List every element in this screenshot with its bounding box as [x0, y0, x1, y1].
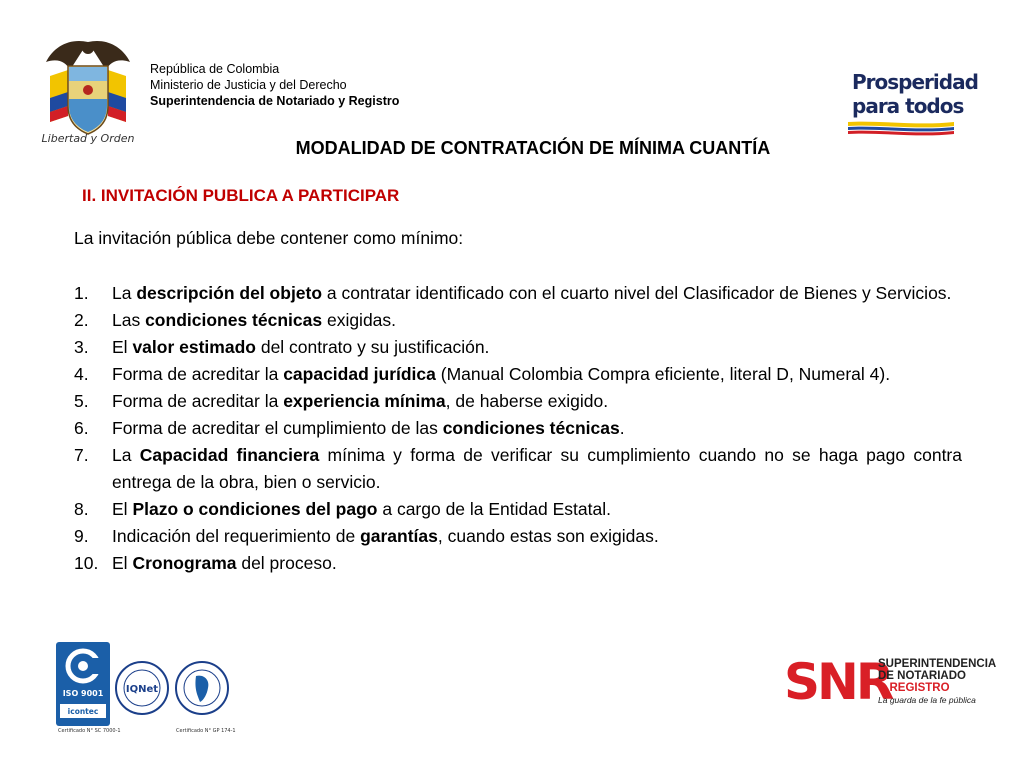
list-item-text: Las: [112, 310, 146, 330]
list-item-text: El: [112, 553, 133, 573]
list-item-number: 6.: [74, 418, 89, 438]
list-item: [74, 361, 962, 388]
list-item-text: a contratar identificado con el cuarto nivel del Clasificador de Bienes y Servicios.: [322, 283, 952, 303]
coat-motto: Libertad y Orden: [41, 132, 135, 145]
list-item-number: 10.: [74, 553, 99, 573]
list-item-emphasis: garantías: [360, 526, 438, 546]
list-item-emphasis: Plazo o condiciones del pago: [132, 499, 378, 519]
icontec-label: icontec: [67, 707, 99, 716]
requirements-list: [74, 280, 962, 577]
list-item-number: 7.: [74, 445, 89, 465]
cert-note-1: Certificado N° SC 7000-1: [58, 728, 121, 734]
list-item-number: 2.: [74, 310, 89, 330]
iqnet-logo-icon: [114, 660, 170, 716]
list-item: [74, 307, 962, 334]
institution-header: [150, 61, 399, 109]
list-item-text: mínima y forma de verificar su cumplimiento cuando no se haga pago contra entrega de la obra, bien o servicio.: [112, 445, 962, 492]
list-item-text: El: [112, 499, 133, 519]
list-item-text: (Manual Colombia Compra eficiente, literal D, Numeral 4).: [435, 364, 891, 384]
list-item-text: .: [619, 418, 625, 438]
list-item-number: 4.: [74, 364, 89, 384]
list-item-text: a cargo de la Entidad Estatal.: [377, 499, 611, 519]
iqnet-label: IQNet: [125, 684, 159, 695]
intro-text: La invitación pública debe contener como mínimo:: [74, 228, 464, 248]
prosperidad-line-1: Prosperidad: [852, 70, 978, 94]
list-item-text: Indicación del requerimiento de: [112, 526, 361, 546]
list-item-number: 9.: [74, 526, 89, 546]
superintendencia-line: Superintendencia de Notariado y Registro: [150, 94, 400, 108]
page-title: MODALIDAD DE CONTRATACIÓN DE MÍNIMA CUANTÍA: [295, 138, 771, 158]
gp-certification-logo-icon: [174, 660, 230, 716]
iso-label: ISO 9001: [62, 689, 104, 698]
list-item-emphasis: descripción del objeto: [136, 283, 323, 303]
prosperidad-logo: [848, 68, 978, 138]
prosperidad-line-2: para todos: [852, 94, 964, 118]
snr-tagline: La guarda de la fe pública: [878, 695, 976, 705]
list-item-emphasis: experiencia mínima: [283, 391, 446, 411]
list-item: [74, 415, 962, 442]
flag-stripes-icon: [848, 120, 954, 136]
list-item-text: del proceso.: [236, 553, 337, 573]
list-item-text: exigidas.: [322, 310, 397, 330]
republic-line: República de Colombia: [150, 62, 280, 76]
list-item-text: Forma de acreditar la: [112, 391, 284, 411]
list-item: [74, 496, 962, 523]
icontec-iso-logo-icon: [56, 642, 110, 726]
snr-line-1: SUPERINTENDENCIA: [878, 658, 997, 670]
list-item: [74, 334, 962, 361]
list-item: [74, 442, 962, 496]
section-subtitle: II. INVITACIÓN PUBLICA A PARTICIPAR: [82, 186, 400, 205]
list-item-number: 1.: [74, 283, 89, 303]
list-item-emphasis: condiciones técnicas: [442, 418, 620, 438]
list-item-emphasis: Capacidad financiera: [139, 445, 320, 465]
snr-logo: [784, 653, 997, 714]
list-item-emphasis: valor estimado: [132, 337, 256, 357]
list-item: [74, 280, 962, 307]
cert-note-2: Certificado N° GP 174-1: [176, 728, 236, 734]
list-item-emphasis: condiciones técnicas: [145, 310, 323, 330]
list-item-number: 3.: [74, 337, 89, 357]
list-item-text: Forma de acreditar el cumplimiento de las: [112, 418, 443, 438]
list-item: [74, 550, 962, 577]
list-item: [74, 388, 962, 415]
list-item-emphasis: Cronograma: [132, 553, 237, 573]
list-item-text: Forma de acreditar la: [112, 364, 284, 384]
snr-line-3: & REGISTRO: [878, 682, 950, 694]
list-item-text: , cuando estas son exigidas.: [437, 526, 659, 546]
list-item-text: La: [112, 283, 137, 303]
list-item-text: El: [112, 337, 133, 357]
list-item-text: La: [112, 445, 140, 465]
ministry-line: Ministerio de Justicia y del Derecho: [150, 78, 347, 92]
list-item-text: , de haberse exigido.: [445, 391, 609, 411]
list-item-number: 5.: [74, 391, 89, 411]
list-item-text: del contrato y su justificación.: [255, 337, 490, 357]
list-item-emphasis: capacidad jurídica: [283, 364, 436, 384]
list-item: [74, 523, 962, 550]
snr-line-2: DE NOTARIADO: [878, 670, 966, 682]
list-item-number: 8.: [74, 499, 89, 519]
snr-letters: SNR: [784, 653, 892, 711]
